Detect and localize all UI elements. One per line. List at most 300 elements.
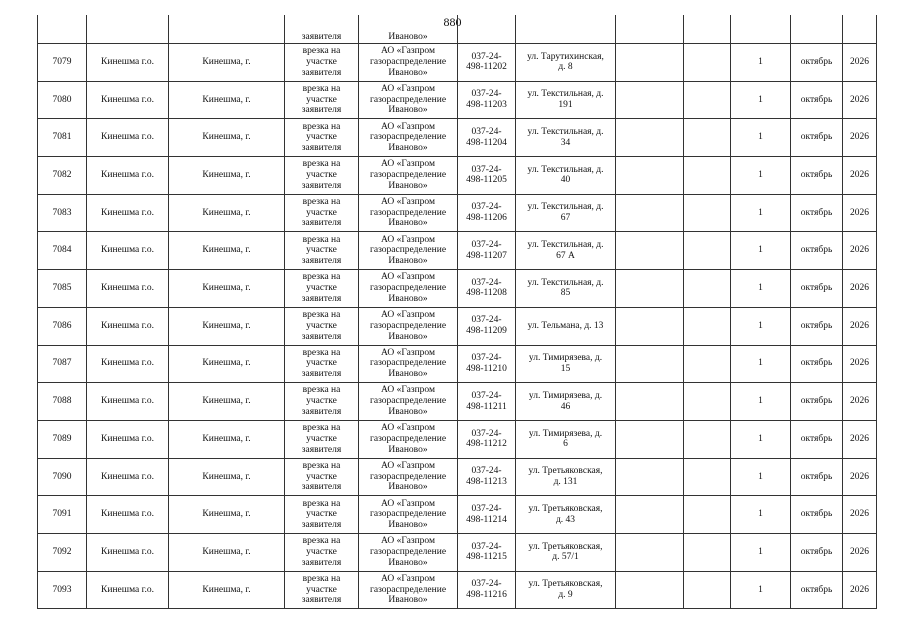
- gas-connection-table: [37, 15, 877, 609]
- table-row: [38, 345, 877, 383]
- cell-line: 498-11215: [466, 552, 507, 563]
- page-number: 880: [443, 15, 462, 29]
- cell-year: 2026: [843, 157, 877, 195]
- cell-line: газораспределение: [369, 584, 447, 595]
- cell-line: газораспределение: [369, 207, 447, 218]
- cell-address: [516, 157, 616, 195]
- cell-line: газораспределение: [369, 56, 447, 67]
- cell-line: ул. Тельмана, д. 13: [527, 320, 604, 331]
- cell-line: 191: [558, 100, 573, 111]
- cell-line: д. 43: [555, 514, 576, 525]
- table-row: [38, 232, 877, 270]
- cell-operator: [359, 420, 458, 458]
- cell-address: [516, 44, 616, 82]
- cell-address: [516, 420, 616, 458]
- cell-month: октябрь: [791, 383, 843, 421]
- cell-line: заявителя: [301, 331, 342, 342]
- cell-line: Иваново»: [388, 406, 428, 417]
- cell-quantity: 1: [731, 345, 791, 383]
- cell-code: [458, 44, 516, 82]
- cell-line: 037-24-: [471, 541, 502, 552]
- cell-line: 037-24-: [471, 579, 502, 590]
- cell-line: заявителя: [301, 256, 342, 267]
- cell-line: 34: [560, 137, 571, 148]
- cell-year: 2026: [843, 496, 877, 534]
- cell-empty: [516, 15, 616, 44]
- cell-line: АО «Газпром: [380, 498, 435, 509]
- cell-month: октябрь: [791, 571, 843, 609]
- cell-quantity: 1: [731, 571, 791, 609]
- cell-quantity: 1: [731, 232, 791, 270]
- cell-year: 2026: [843, 307, 877, 345]
- cell-line: участке: [306, 433, 337, 444]
- cell-quantity: 1: [731, 496, 791, 534]
- cell-code: [458, 345, 516, 383]
- cell-code: [458, 119, 516, 157]
- cell-line: 498-11205: [466, 175, 507, 186]
- cell-line: АО «Газпром: [380, 347, 435, 358]
- cell-line: заявителя: [301, 519, 342, 530]
- cell-line: АО «Газпром: [380, 272, 435, 283]
- cell-year: 2026: [843, 458, 877, 496]
- cell-empty: [684, 119, 731, 157]
- cell-line: ул. Третьяковская,: [528, 466, 603, 477]
- cell-line: АО «Газпром: [380, 423, 435, 434]
- cell-line: 037-24-: [471, 353, 502, 364]
- cell-line: 498-11203: [466, 100, 507, 111]
- cell-number: 7081: [38, 119, 87, 157]
- cell-settlement: Кинешма, г.: [169, 458, 285, 496]
- cell-line: 037-24-: [471, 466, 502, 477]
- cell-month: октябрь: [791, 232, 843, 270]
- cell-line: АО «Газпром: [380, 234, 435, 245]
- cell-work-type: [285, 533, 359, 571]
- cell-code: [458, 232, 516, 270]
- cell-work-type: [285, 81, 359, 119]
- cell-line: д. 9: [558, 589, 573, 600]
- cell-empty: [684, 496, 731, 534]
- cell-address: [516, 533, 616, 571]
- cell-line: ул. Тимирязева, д.: [528, 353, 603, 364]
- cell-empty: [684, 345, 731, 383]
- cell-year: 2026: [843, 571, 877, 609]
- cell-line: д. 57/1: [552, 552, 579, 563]
- cell-operator: [359, 157, 458, 195]
- cell-line: 85: [560, 288, 571, 299]
- cell-line: 037-24-: [471, 240, 502, 251]
- cell-address: [516, 345, 616, 383]
- cell-line: АО «Газпром: [380, 121, 435, 132]
- cell-empty: [791, 15, 843, 44]
- cell-year: 2026: [843, 232, 877, 270]
- cell-address: [516, 383, 616, 421]
- cell-line: АО «Газпром: [380, 573, 435, 584]
- cell-municipality: Кинешма г.о.: [87, 44, 169, 82]
- cell-line: Иваново»: [388, 519, 428, 530]
- cell-empty: [684, 307, 731, 345]
- cell-quantity: 1: [731, 44, 791, 82]
- cell-municipality: Кинешма г.о.: [87, 458, 169, 496]
- cell-line: 037-24-: [471, 390, 502, 401]
- cell-line: участке: [306, 584, 337, 595]
- cell-empty: [684, 81, 731, 119]
- cell-empty: [684, 533, 731, 571]
- cell-empty: [684, 232, 731, 270]
- cell-work-type: [285, 44, 359, 82]
- cell-line: газораспределение: [369, 509, 447, 520]
- cell-line: газораспределение: [369, 283, 447, 294]
- table-row: [38, 270, 877, 308]
- cell-line: 037-24-: [471, 89, 502, 100]
- cell-line: Иваново»: [388, 482, 428, 493]
- cell-empty: [684, 44, 731, 82]
- cell-work-type: [285, 496, 359, 534]
- cell-line: врезка на: [302, 498, 341, 509]
- cell-line: заявителя: [301, 143, 342, 154]
- cell-number: 7086: [38, 307, 87, 345]
- table-row: [38, 496, 877, 534]
- cell-municipality: Кинешма г.о.: [87, 270, 169, 308]
- cell-line: газораспределение: [369, 320, 447, 331]
- cell-municipality: Кинешма г.о.: [87, 383, 169, 421]
- cell-line: врезка на: [302, 310, 341, 321]
- cell-operator: [359, 194, 458, 232]
- cell-line: д. 8: [558, 62, 573, 73]
- cell-number: 7091: [38, 496, 87, 534]
- cell-work-type: [285, 232, 359, 270]
- cell-operator: [359, 81, 458, 119]
- cell-line: ул. Текстильная, д.: [527, 277, 604, 288]
- cell-address: [516, 307, 616, 345]
- cell-line: 037-24-: [471, 127, 502, 138]
- cell-line: газораспределение: [369, 245, 447, 256]
- cell-quantity: 1: [731, 420, 791, 458]
- cell-municipality: Кинешма г.о.: [87, 81, 169, 119]
- cell-month: октябрь: [791, 345, 843, 383]
- cell-line: АО «Газпром: [380, 460, 435, 471]
- cell-empty: [38, 15, 87, 44]
- cell-number: 7084: [38, 232, 87, 270]
- cell-line: участке: [306, 546, 337, 557]
- cell-empty: [616, 533, 684, 571]
- cell-line: ул. Тарутихинская,: [527, 51, 604, 62]
- cell-line: заявителя: [301, 595, 342, 606]
- cell-line: 498-11206: [466, 213, 507, 224]
- cell-line: врезка на: [302, 385, 341, 396]
- cell-line: 498-11214: [466, 514, 507, 525]
- cell-quantity: 1: [731, 383, 791, 421]
- cell-empty: [684, 194, 731, 232]
- cell-number: 7080: [38, 81, 87, 119]
- cell-quantity: 1: [731, 307, 791, 345]
- cell-line: газораспределение: [369, 170, 447, 181]
- cell-work-type: [285, 383, 359, 421]
- cell-month: октябрь: [791, 420, 843, 458]
- cell-code: [458, 81, 516, 119]
- cell-empty: [684, 420, 731, 458]
- cell-municipality: Кинешма г.о.: [87, 533, 169, 571]
- cell-quantity: 1: [731, 533, 791, 571]
- table-row: [38, 571, 877, 609]
- cell-municipality: Кинешма г.о.: [87, 119, 169, 157]
- cell-line: врезка на: [302, 46, 341, 57]
- cell-year: 2026: [843, 533, 877, 571]
- cell-empty: [616, 119, 684, 157]
- table-row: [38, 194, 877, 232]
- table-row: [38, 44, 877, 82]
- cell-line: участке: [306, 170, 337, 181]
- cell-line: АО «Газпром: [380, 159, 435, 170]
- cell-line: 498-11211: [466, 401, 507, 412]
- cell-code: [458, 496, 516, 534]
- cell-line: газораспределение: [369, 396, 447, 407]
- cell-work-type: [285, 194, 359, 232]
- cell-code: [458, 270, 516, 308]
- cell-line: Иваново»: [388, 369, 428, 380]
- cell-line: участке: [306, 320, 337, 331]
- cell-line: 498-11208: [466, 288, 507, 299]
- cell-line: врезка на: [302, 121, 341, 132]
- cell-month: октябрь: [791, 157, 843, 195]
- cell-line: врезка на: [302, 272, 341, 283]
- cell-settlement: Кинешма, г.: [169, 81, 285, 119]
- cell-line: 498-11210: [466, 363, 507, 374]
- cell-line: врезка на: [302, 197, 341, 208]
- cell-municipality: Кинешма г.о.: [87, 571, 169, 609]
- cell-work-type: [285, 15, 359, 44]
- cell-quantity: 1: [731, 157, 791, 195]
- cell-year: 2026: [843, 420, 877, 458]
- cell-empty: [616, 383, 684, 421]
- cell-address: [516, 458, 616, 496]
- cell-line: врезка на: [302, 460, 341, 471]
- cell-year: 2026: [843, 345, 877, 383]
- cell-code: [458, 571, 516, 609]
- cell-quantity: 1: [731, 270, 791, 308]
- cell-line: 498-11202: [466, 62, 507, 73]
- cell-line: АО «Газпром: [380, 385, 435, 396]
- cell-line: врезка на: [302, 536, 341, 547]
- cell-empty: [616, 15, 684, 44]
- cell-empty: [843, 15, 877, 44]
- cell-line: заявителя: [301, 105, 342, 116]
- cell-line: газораспределение: [369, 433, 447, 444]
- cell-address: [516, 571, 616, 609]
- cell-empty: [684, 157, 731, 195]
- cell-code: [458, 383, 516, 421]
- cell-line: участке: [306, 509, 337, 520]
- cell-line: участке: [306, 471, 337, 482]
- cell-year: 2026: [843, 194, 877, 232]
- cell-municipality: Кинешма г.о.: [87, 307, 169, 345]
- cell-line: 037-24-: [471, 315, 502, 326]
- cell-operator: [359, 232, 458, 270]
- cell-empty: [731, 15, 791, 44]
- cell-code: [458, 157, 516, 195]
- cell-year: 2026: [843, 44, 877, 82]
- cell-work-type: [285, 458, 359, 496]
- cell-empty: [458, 15, 516, 44]
- cell-operator: [359, 496, 458, 534]
- cell-line: 40: [560, 175, 571, 186]
- cell-number: 7082: [38, 157, 87, 195]
- table-row: [38, 157, 877, 195]
- cell-settlement: Кинешма, г.: [169, 119, 285, 157]
- cell-empty: [616, 496, 684, 534]
- cell-line: 67 А: [556, 250, 575, 261]
- cell-number: 7079: [38, 44, 87, 82]
- cell-line: 498-11213: [466, 476, 507, 487]
- cell-line: Иваново»: [388, 32, 428, 43]
- cell-line: Иваново»: [388, 67, 428, 78]
- cell-quantity: 1: [731, 194, 791, 232]
- cell-year: 2026: [843, 270, 877, 308]
- cell-line: заявителя: [301, 218, 342, 229]
- cell-line: 498-11204: [466, 137, 507, 148]
- cell-line: Иваново»: [388, 218, 428, 229]
- cell-month: октябрь: [791, 81, 843, 119]
- table-row: [38, 533, 877, 571]
- cell-line: 037-24-: [471, 202, 502, 213]
- cell-line: участке: [306, 358, 337, 369]
- cell-line: 037-24-: [471, 51, 502, 62]
- cell-line: участке: [306, 132, 337, 143]
- cell-municipality: Кинешма г.о.: [87, 420, 169, 458]
- cell-line: газораспределение: [369, 94, 447, 105]
- cell-settlement: Кинешма, г.: [169, 496, 285, 534]
- cell-line: 15: [560, 363, 571, 374]
- cell-line: 6: [563, 439, 568, 450]
- cell-code: [458, 194, 516, 232]
- cell-empty: [87, 15, 169, 44]
- cell-line: Иваново»: [388, 444, 428, 455]
- cell-line: 037-24-: [471, 277, 502, 288]
- cell-quantity: 1: [731, 119, 791, 157]
- cell-line: ул. Текстильная, д.: [527, 127, 604, 138]
- cell-line: АО «Газпром: [380, 83, 435, 94]
- cell-settlement: Кинешма, г.: [169, 383, 285, 421]
- cell-line: Иваново»: [388, 557, 428, 568]
- cell-line: участке: [306, 207, 337, 218]
- cell-operator: [359, 307, 458, 345]
- cell-line: врезка на: [302, 347, 341, 358]
- cell-empty: [684, 270, 731, 308]
- cell-address: [516, 119, 616, 157]
- cell-empty: [616, 81, 684, 119]
- cell-municipality: Кинешма г.о.: [87, 194, 169, 232]
- cell-month: октябрь: [791, 496, 843, 534]
- cell-line: 498-11212: [466, 439, 507, 450]
- cell-settlement: Кинешма, г.: [169, 571, 285, 609]
- cell-line: 498-11216: [466, 589, 507, 600]
- cell-empty: [616, 420, 684, 458]
- cell-month: октябрь: [791, 458, 843, 496]
- cell-work-type: [285, 420, 359, 458]
- cell-settlement: Кинешма, г.: [169, 270, 285, 308]
- cell-month: октябрь: [791, 44, 843, 82]
- cell-line: участке: [306, 56, 337, 67]
- cell-line: Иваново»: [388, 143, 428, 154]
- cell-municipality: Кинешма г.о.: [87, 232, 169, 270]
- cell-work-type: [285, 119, 359, 157]
- cell-line: ул. Третьяковская,: [528, 541, 603, 552]
- continuation-row: [38, 15, 877, 44]
- cell-line: ул. Текстильная, д.: [527, 89, 604, 100]
- table-row: [38, 383, 877, 421]
- cell-address: [516, 496, 616, 534]
- cell-quantity: 1: [731, 81, 791, 119]
- cell-line: заявителя: [301, 482, 342, 493]
- cell-settlement: Кинешма, г.: [169, 232, 285, 270]
- cell-line: ул. Третьяковская,: [528, 579, 603, 590]
- cell-line: газораспределение: [369, 358, 447, 369]
- cell-line: АО «Газпром: [380, 310, 435, 321]
- cell-work-type: [285, 307, 359, 345]
- cell-line: ул. Тимирязева, д.: [528, 428, 603, 439]
- cell-line: заявителя: [301, 369, 342, 380]
- table-row: [38, 307, 877, 345]
- cell-settlement: Кинешма, г.: [169, 420, 285, 458]
- cell-address: [516, 81, 616, 119]
- cell-line: АО «Газпром: [380, 46, 435, 57]
- table-body: [38, 15, 877, 609]
- cell-month: октябрь: [791, 194, 843, 232]
- cell-code: [458, 533, 516, 571]
- table-row: [38, 458, 877, 496]
- cell-month: октябрь: [791, 307, 843, 345]
- cell-line: Иваново»: [388, 180, 428, 191]
- cell-line: 498-11209: [466, 326, 507, 337]
- cell-line: ул. Текстильная, д.: [527, 164, 604, 175]
- cell-line: Иваново»: [388, 595, 428, 606]
- cell-line: ул. Третьяковская,: [528, 503, 603, 514]
- cell-number: 7093: [38, 571, 87, 609]
- cell-line: газораспределение: [369, 471, 447, 482]
- cell-line: заявителя: [301, 67, 342, 78]
- cell-line: 037-24-: [471, 503, 502, 514]
- cell-line: 037-24-: [471, 428, 502, 439]
- cell-line: врезка на: [302, 83, 341, 94]
- cell-line: врезка на: [302, 423, 341, 434]
- cell-line: газораспределение: [369, 546, 447, 557]
- cell-line: Иваново»: [388, 293, 428, 304]
- cell-line: заявителя: [301, 406, 342, 417]
- cell-line: врезка на: [302, 573, 341, 584]
- cell-empty: [616, 44, 684, 82]
- cell-code: [458, 420, 516, 458]
- cell-number: 7089: [38, 420, 87, 458]
- cell-number: 7083: [38, 194, 87, 232]
- cell-work-type: [285, 270, 359, 308]
- cell-line: врезка на: [302, 234, 341, 245]
- cell-line: заявителя: [301, 180, 342, 191]
- cell-settlement: Кинешма, г.: [169, 345, 285, 383]
- cell-operator: [359, 15, 458, 44]
- cell-line: 498-11207: [466, 250, 507, 261]
- cell-line: 037-24-: [471, 164, 502, 175]
- cell-line: заявителя: [301, 444, 342, 455]
- cell-code: [458, 458, 516, 496]
- cell-line: ул. Текстильная, д.: [527, 240, 604, 251]
- cell-empty: [616, 307, 684, 345]
- cell-month: октябрь: [791, 270, 843, 308]
- cell-operator: [359, 270, 458, 308]
- cell-line: участке: [306, 283, 337, 294]
- cell-line: заявителя: [301, 293, 342, 304]
- cell-empty: [684, 458, 731, 496]
- cell-operator: [359, 383, 458, 421]
- cell-empty: [616, 157, 684, 195]
